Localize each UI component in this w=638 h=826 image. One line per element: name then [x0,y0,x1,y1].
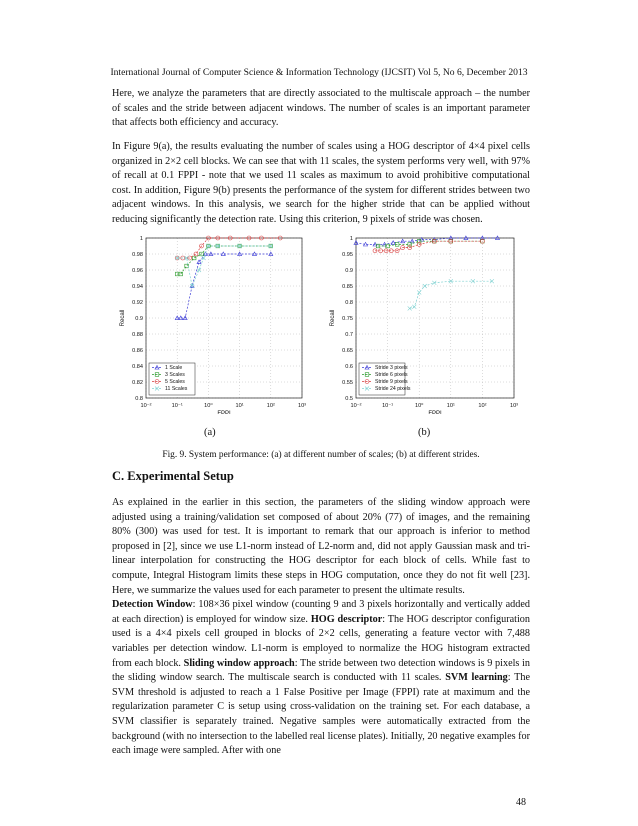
chart1-ylabel: Recall [330,309,336,327]
chart0-legend-label: 3 Scales [165,372,185,378]
chart0-legend-label: 5 Scales [165,379,185,385]
section-title: C. Experimental Setup [112,469,234,483]
chart0-ytick-label: 0.82 [132,380,143,386]
chart1-xtick-label: 10² [478,403,487,409]
chart1-legend-label: Stride 9 pixels [375,379,408,385]
term-hog-descriptor: HOG descriptor [310,613,383,625]
chart0-legend-label: 1 Scale [165,365,183,371]
chart0-ylabel: Recall [120,309,126,327]
chart0-ytick-label: 0.92 [132,300,143,306]
term-sliding-window: Sliding window approach [183,657,295,669]
chart1-xlabel: FPPI [428,411,442,414]
chart1-legend-label: Stride 3 pixels [375,365,408,371]
desc-detection-window: : 108×36 pixel window (counting 9 and 3 pixels horizontally and vertically added at each direction) is employed for window size. [112,599,530,625]
setup-intro: As explained in the earlier in this section, the parameters of the sliding window approach were adjusted using a training/validation set composed of about 20% (77) of images, and the remaining 80% (300) was used for test. It is important to remark that our approach is inferior to method proposed in [2], since we use L1-norm instead of L2-norm and, did not apply Gaussian mask and tri-linear interpolation for constructing the HOG descriptor for each block of cells. While fast to compute, Integral Histogram limits these steps in HOG computation, once they do not fit well [23]. Here, we summarize the values used for each parameter to present the ultimate results. [112,497,530,596]
chart0-xlabel: FPPI [217,411,231,414]
chart1-ytick-label: 1 [349,236,353,242]
chart0-ytick-label: 1 [139,236,143,242]
chart1-ytick-label: 0.7 [345,332,353,338]
chart0-ytick-label: 0.88 [132,332,143,338]
chart0-ytick-label: 0.9 [135,316,143,322]
chart1-point [417,290,421,294]
chart1-point [423,284,427,288]
paragraph-figure-discussion: In Figure 9(a), the results evaluating the number of scales using a HOG descriptor of 4×4 pixel cells organized in 2×2 cell blocks. We can see that with 11 scales, the system performs very well, with 97% of recall at 0.1 FPPI - note that we used 11 scales as maximum to avoid prohibitive computational cost. In addition, Figure 9(b) presents the performance of the system for different strides between two adjacent windows. In this analysis, we search for the higher stride that can be applied without reducing significantly the detection rate. Using this criterion, 9 pixels of stride was chosen. [112,141,530,225]
paragraph-experimental-setup [112,496,530,759]
chart1-ytick-label: 0.9 [345,268,353,274]
chart0-ytick-label: 0.94 [132,284,143,290]
chart-strides [318,232,530,414]
chart1-xtick-label: 10⁰ [414,403,424,409]
chart1-xtick-label: 10⁻² [350,403,362,409]
chart1-ytick-label: 0.65 [342,348,353,354]
journal-header: International Journal of Computer Science & Information Technology (IJCSIT) Vol 5, No 6, December 2013 [110,67,528,78]
chart0-ytick-label: 0.96 [132,268,143,274]
chart-scales [106,232,316,414]
chart1-ytick-label: 0.95 [342,252,353,258]
chart1-xtick-label: 10³ [509,403,519,409]
chart1-point [412,305,416,309]
chart0-xtick-label: 10³ [297,403,307,409]
chart1-xtick-label: 10⁻¹ [382,403,394,409]
chart0-series-line [177,238,280,258]
chart0-xtick-label: 10⁻² [140,403,152,409]
desc-hog-descriptor: : The HOG descriptor configuration used is a 4×4 pixels cell grouped in blocks of 2×2 cells, generating a feature vector with 7,488 variables per detection window. L1-norm is employed to normalize the HOG histogram extracted from each block. [112,613,530,669]
chart1-ytick-label: 0.55 [342,380,353,386]
chart0-ytick-label: 0.98 [132,252,143,258]
desc-svm-learning: : The SVM threshold is adjusted to reach a 1 False Positive per Image (FPPI) rate at maximum and the regularization parameter C is setup using cross-validation on the training set. For each database, a SVM classifier is separately trained. Negative samples were automatically extracted from the background (with no intersection to the labelled real license plates). Initially, 20 negative examples for each image were sampled. After with one [112,672,531,757]
figure-caption: Fig. 9. System performance: (a) at different number of scales; (b) at different strides. [162,450,480,460]
term-svm-learning: SVM learning [445,672,508,684]
chart0-ytick-label: 0.8 [135,396,143,402]
paragraph-intro: Here, we analyze the parameters that are directly associated to the multiscale approach – the number of scales and the stride between adjacent windows. The number of scales is an important parameter that affects both efficiency and accuracy. [112,88,530,129]
chart1-series-line [375,241,482,251]
chart0-legend-label: 11 Scales [165,386,188,392]
chart0-ytick-label: 0.86 [132,348,143,354]
chart1-point [408,306,412,310]
page-number: 48 [516,797,526,808]
chart1-ytick-label: 0.8 [345,300,353,306]
chart1-ytick-label: 0.6 [345,364,353,370]
term-detection-window: Detection Window [112,599,193,611]
chart0-ytick-label: 0.84 [132,364,143,370]
chart0-series-line [177,246,271,286]
chart1-ytick-label: 0.5 [345,396,353,402]
chart1-ytick-label: 0.75 [342,316,353,322]
chart1-legend-label: Stride 6 pixels [375,372,408,378]
chart0-xtick-label: 10² [266,403,275,409]
chart0-xtick-label: 10⁰ [204,403,213,409]
figure-sublabel-a: (a) [204,427,216,438]
chart0-xtick-label: 10⁻¹ [171,403,183,409]
chart1-xtick-label: 10¹ [446,403,455,409]
figure-sublabel-b: (b) [418,427,431,438]
chart0-xtick-label: 10¹ [235,403,244,409]
chart1-ytick-label: 0.85 [342,284,353,290]
desc-sliding-window: : The stride between two detection windows is 9 pixels in the sliding window search. The multiscale search is conducted with 11 scales. [112,657,530,684]
chart1-legend-label: Stride 24 pixels [375,386,411,392]
